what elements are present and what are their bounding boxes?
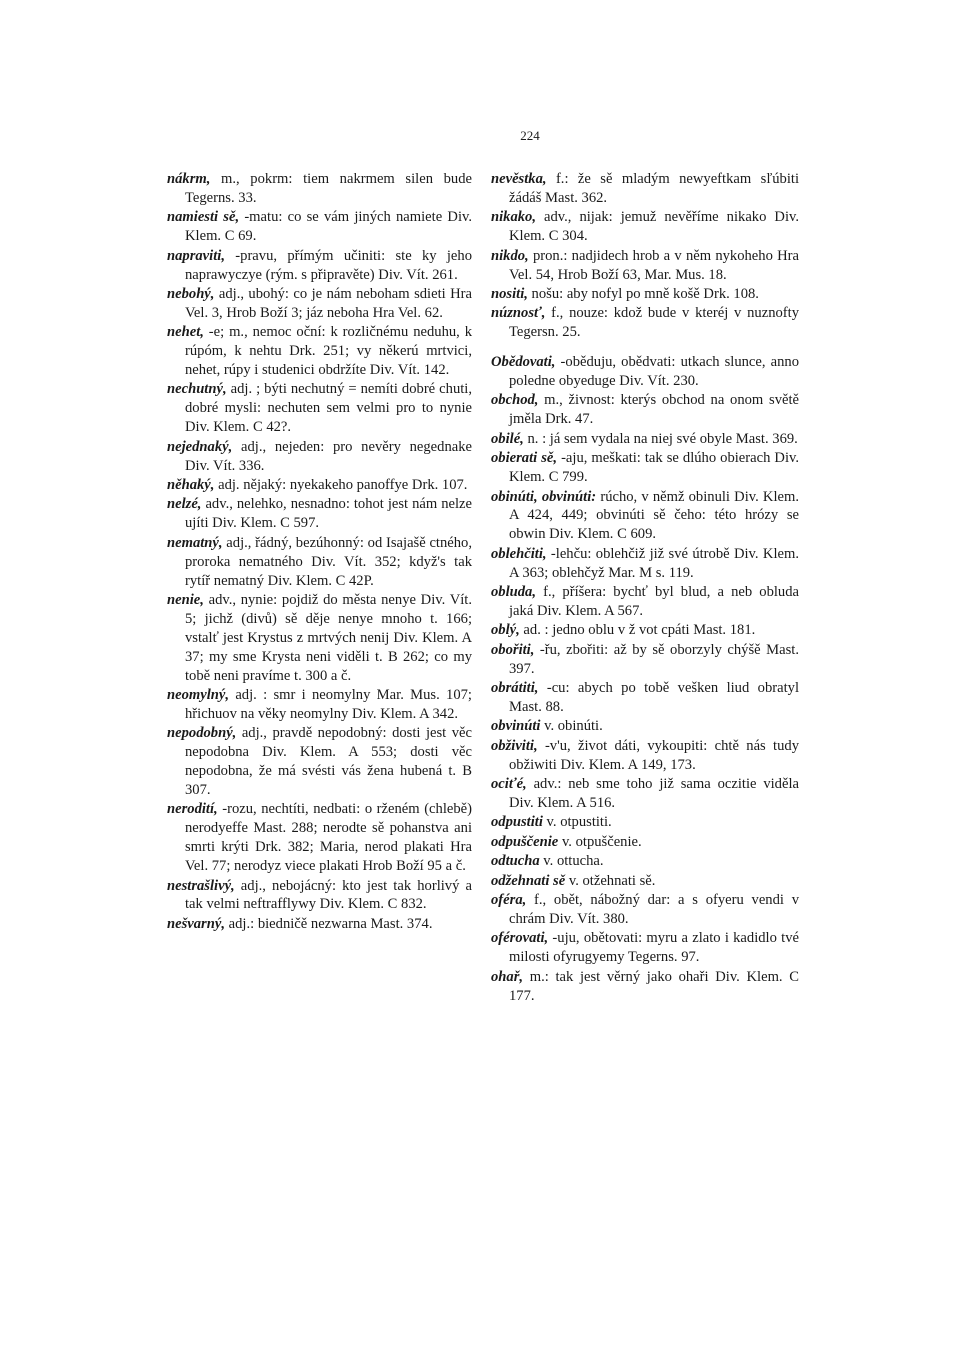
entry-definition: adj.: biedničě nezwarna Mast. 374.	[224, 915, 433, 932]
entry-definition: -uju, obětovati: myru a zlato i kadidlo tvé milosti ofyrugyemy Tegerns. 97.	[509, 930, 799, 966]
dictionary-entry	[491, 775, 799, 813]
dictionary-entry	[491, 304, 799, 342]
entry-headword: obilé,	[491, 430, 524, 447]
entry-headword: odpustiti	[491, 814, 543, 831]
entry-definition: m., pokrm: tiem nakrmem silen bude Tegerns. 33.	[185, 171, 472, 206]
dictionary-entry	[491, 872, 799, 891]
entry-headword: nositi,	[491, 285, 528, 302]
entry-definition: -rozu, nechtíti, nedbati: o rženém (chlebě) nerodyeffe Mast. 288; nerodte sě pohanstva ani smrti krýti Drk. 382; Maria, nerod plakati Hra Vel. 77; nerodyz viece plakati Hrob Boží 95 a č.	[185, 801, 472, 875]
entry-headword: núznosť,	[491, 305, 546, 322]
dictionary-entry	[167, 247, 472, 285]
entry-headword: nikako,	[491, 209, 537, 226]
entry-definition: m., živnost: kterýs obchod na onom světě jměla Drk. 47.	[509, 392, 799, 428]
dictionary-entry	[167, 724, 472, 800]
entry-definition: adv., nelehko, nesnadno: tohot jest nám nelze ujíti Div. Klem. C 597.	[185, 496, 472, 532]
dictionary-entry	[167, 438, 472, 476]
entry-headword: oférovati,	[491, 930, 549, 947]
dictionary-entry	[491, 621, 799, 640]
entry-headword: namiesti sě,	[167, 209, 240, 226]
entry-definition: -lehču: oblehčiž již své útrobě Div. Klem. A 363; oblehčyž Mar. M s. 119.	[509, 545, 799, 581]
dictionary-entry	[167, 208, 472, 246]
dictionary-entry	[491, 813, 799, 832]
dictionary-entry	[167, 800, 472, 876]
page-number: 224	[520, 128, 540, 143]
dictionary-entry	[167, 285, 472, 323]
entry-definition: adj., nejeden: pro nevěry negednake Div. Vít. 336.	[185, 438, 472, 474]
entry-headword: obživiti,	[491, 737, 538, 754]
entry-headword: obluda,	[491, 584, 537, 601]
entry-headword: obinúti, obvinúti:	[491, 488, 597, 505]
entry-headword: obořiti,	[491, 641, 535, 658]
dictionary-entry	[491, 833, 799, 852]
entry-definition: f., příšera: bychť byl blud, a neb obluda jaká Div. Klem. A 567.	[509, 584, 799, 619]
entry-definition: v. otpustiti.	[542, 814, 612, 831]
entry-headword: nechutný,	[167, 381, 227, 398]
entry-definition: n. : já sem vydala na niej své obyle Mast. 369.	[523, 430, 798, 447]
entry-headword: napraviti,	[167, 247, 225, 264]
dictionary-entry	[491, 737, 799, 775]
entry-definition: -oběduju, obědvati: utkach slunce, anno poledne obyeduge Div. Vít. 230.	[509, 354, 799, 390]
entry-headword: nelzé,	[167, 496, 202, 513]
entry-headword: nevěstka,	[491, 171, 547, 187]
entry-definition: adj., řádný, bezúhonný: od Isajašě ctného, proroka nematného Div. Vít. 352; když's tak rytíř nematný Div. Klem. C 42P.	[185, 534, 472, 589]
dictionary-entry	[167, 380, 472, 437]
entry-headword: obchod,	[491, 392, 539, 409]
entry-headword: ociťé,	[491, 776, 527, 793]
entry-definition: ad. : jedno oblu v ž vot cpáti Mast. 181.	[519, 622, 756, 639]
entry-definition: -matu: co se vám jiných namiete Div. Klem. C 69.	[185, 209, 472, 245]
dictionary-entry	[167, 495, 472, 533]
entry-definition: -pravu, přímým učiniti: ste ky jeho naprawyczye (rým. s připravěte) Div. Vít. 261.	[185, 247, 472, 283]
entry-definition: v. obinúti.	[540, 718, 603, 735]
entry-definition: f.: že sě mladým newyeftkam sľúbiti žádáš Mast. 362.	[509, 171, 799, 206]
dictionary-entry	[167, 591, 472, 686]
entry-headword: nešvarný,	[167, 915, 225, 932]
entry-definition: rúcho, v němž obinuli Div. Klem. A 424, 449; obvinúti sě čeho: této hrózy se obwin Div. Klem. C 609.	[509, 488, 799, 543]
entry-definition: m.: tak jest věrný jako ohaři Div. Klem. C 177.	[509, 968, 799, 1004]
entry-headword: nákrm,	[167, 171, 211, 187]
entry-definition: -e; m., nemoc oční: k rozličnému neduhu, k rúpóm, k nehtu Drk. 251; vy někerú mrtvici, nehet, rúpy i studenici obdržíte Div. Vít. 142.	[185, 324, 472, 379]
entry-definition: -řu, zbořiti: až by sě oborzyly chýšě Mast. 397.	[509, 641, 799, 677]
entry-definition: adv., nijak: jemuž nevěříme nikako Div. Klem. C 304.	[509, 209, 799, 245]
entry-definition: -aju, meškati: tak se dlúho obierach Div. Klem. C 799.	[509, 450, 799, 486]
dictionary-entry	[491, 679, 799, 717]
entry-headword: ohař,	[491, 968, 524, 985]
dictionary-entry	[167, 915, 472, 934]
dictionary-entry	[167, 686, 472, 724]
entry-headword: obierati sě,	[491, 450, 558, 467]
entry-definition: v. ottucha.	[539, 853, 604, 870]
entry-headword: oblý,	[491, 622, 520, 639]
entry-headword: něhaký,	[167, 477, 215, 493]
entry-headword: obrátiti,	[491, 680, 539, 697]
dictionary-entry	[491, 583, 799, 621]
dictionary-entry	[167, 877, 472, 915]
dictionary-entry	[167, 476, 472, 495]
entry-definition: adj., ubohý: co je nám neboham sdieti Hra Vel. 3, Hrob Boží 3; jáz neboha Hra Vel. 62.	[185, 285, 472, 321]
dictionary-entry	[491, 641, 799, 679]
dictionary-entry	[491, 208, 799, 246]
dictionary-entry	[491, 391, 799, 429]
entry-headword: oblehčiti,	[491, 545, 547, 562]
dictionary-entry	[491, 891, 799, 929]
dictionary-entry	[491, 717, 799, 736]
entry-headword: obvinúti	[491, 718, 541, 735]
entry-headword: odžehnati sě	[491, 872, 566, 889]
entry-definition: -v'u, život dáti, vykoupiti: chtě nás tudy obžiwiti Div. Klem. A 149, 173.	[509, 737, 799, 773]
entry-definition: adj., pravdě nepodobný: dosti jest věc nepodobna Div. Klem. A 553; dosti věc nepodobna, že má svésti vás žena hubená t. B 307.	[185, 725, 472, 798]
dictionary-entry	[167, 170, 472, 208]
entry-definition: pron.: nadjidech hrob a v něm nykoheho Hra Vel. 54, Hrob Boží 63, Mar. Mus. 18.	[509, 247, 799, 283]
entry-definition: adj. nějaký: nyekakeho panoffye Drk. 107.	[214, 477, 468, 493]
entry-headword: nenie,	[167, 591, 204, 608]
entry-definition: -cu: abych po tobě vešken liud obratyl Mast. 88.	[509, 680, 799, 715]
entry-definition: f., nouze: kdož bude v kteréj v nuznofty Tegersn. 25.	[509, 305, 799, 341]
entry-definition: f., obět, nábožný dar: a s ofyeru vendi v chrám Div. Vít. 380.	[509, 892, 799, 927]
entry-headword: nestrašlivý,	[167, 877, 235, 894]
dictionary-entry	[491, 285, 799, 304]
entry-headword: nejednaký,	[167, 438, 233, 455]
dictionary-entry	[491, 247, 799, 285]
entry-headword: nebohý,	[167, 285, 215, 302]
entry-headword: neomylný,	[167, 686, 230, 703]
entry-definition: v. otžehnati sě.	[565, 872, 656, 889]
entry-headword: nehet,	[167, 324, 204, 341]
dictionary-entry	[491, 488, 799, 545]
entry-headword: odpuščenie	[491, 833, 559, 850]
entry-headword: odtucha	[491, 853, 540, 870]
entry-definition: adv.: neb sme toho již sama oczitie viděla Div. Klem. A 516.	[509, 776, 799, 811]
entry-headword: nerodití,	[167, 801, 218, 818]
entry-definition: adv., nynie: pojdiž do města nenye Div. Vít. 5; jichž (divů) sě děje nenye mnoho t. 166; vstalť jest Krystus z mrtvých nenij Div. Klem. A 37; my sme Krysta neni viděli t. B 262; co my tobě neni pravíme t. 300 a č.	[185, 591, 472, 684]
dictionary-entry	[491, 430, 799, 449]
entry-headword: Obědovati,	[491, 354, 556, 371]
entry-headword: nikdo,	[491, 247, 529, 264]
dictionary-entry	[491, 449, 799, 487]
dictionary-entry	[491, 353, 799, 391]
entry-definition: adj., nebojácný: kto jest tak horlivý a tak velmi neftrafflywy Div. Klem. C 832.	[185, 877, 472, 913]
dictionary-entry	[491, 929, 799, 967]
dictionary-entry	[491, 852, 799, 871]
entry-headword: oféra,	[491, 892, 527, 909]
entry-headword: nematný,	[167, 534, 223, 551]
entry-definition: v. otpuščenie.	[558, 833, 642, 850]
dictionary-entry	[491, 968, 799, 1006]
entry-definition: adj. ; býti nechutný = nemíti dobré chuti, dobré mysli: nechuten sem velmi pro to nynie Div. Klem. C 42?.	[185, 381, 472, 436]
entry-definition: adj. : smr i neomylny Mar. Mus. 107; hřichuov na věky neomylny Div. Klem. A 342.	[185, 686, 472, 722]
entry-definition: nošu: aby nofyl po mně košě Drk. 108.	[527, 285, 759, 302]
dictionary-entry	[167, 534, 472, 591]
dictionary-entry	[167, 323, 472, 380]
left-column	[167, 170, 472, 934]
dictionary-entry	[491, 545, 799, 583]
right-column	[491, 170, 799, 1006]
entry-headword: nepodobný,	[167, 725, 237, 742]
dictionary-entry	[491, 170, 799, 208]
